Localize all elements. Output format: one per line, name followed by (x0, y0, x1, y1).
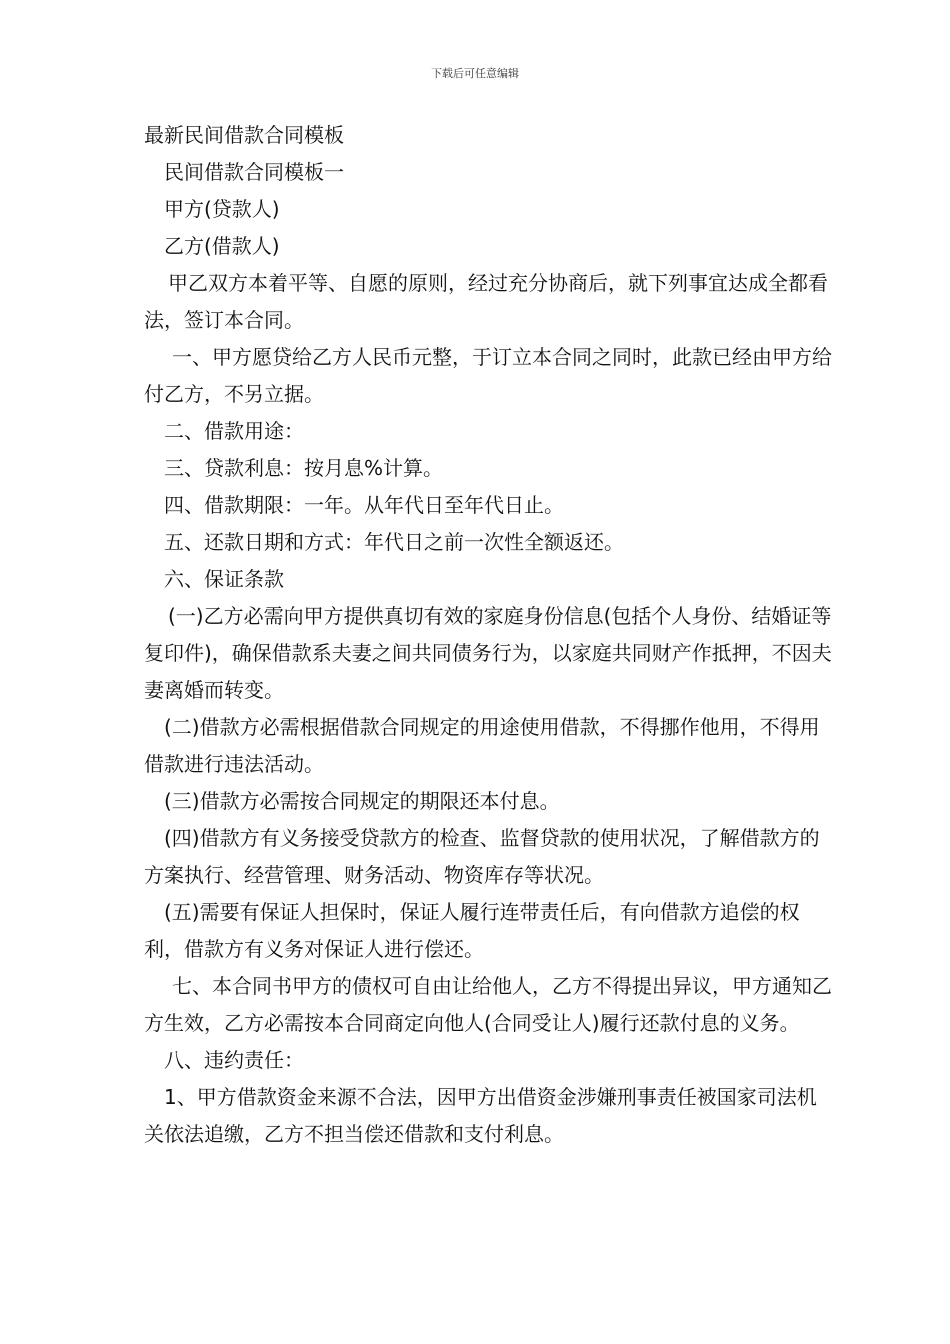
paragraph-party-a: 甲方(贷款人) (164, 197, 280, 221)
paragraph-clause-8: 八、违约责任： (164, 1048, 304, 1072)
paragraph-guarantee-1: (一)乙方必需向甲方提供真切有效的家庭身份信息(包括个人身份、结婚证等复印件)，确保借款系夫妻之间共同债务行为，以家庭共同财产作抵押，不因夫妻离婚而转变。 (144, 604, 832, 702)
paragraph-guarantee-5: (五)需要有保证人担保时，保证人履行连带责任后，有向借款方追偿的权利，借款方有义务对保证人进行偿还。 (144, 900, 800, 961)
paragraph-clause-5: 五、还款日期和方式：年代日之前一次性全额返还。 (164, 530, 624, 554)
paragraph-subtitle: 民间借款合同模板一 (164, 160, 344, 184)
paragraph-clause-4: 四、借款期限：一年。从年代日至年代日止。 (164, 493, 564, 517)
paragraph-clause-6: 六、保证条款 (164, 567, 284, 591)
paragraph-clause-3: 三、贷款利息：按月息%计算。 (164, 456, 444, 480)
paragraph-clause-2: 二、借款用途： (164, 419, 304, 443)
paragraph-party-b: 乙方(借款人) (164, 234, 280, 258)
paragraph-preamble: 甲乙双方本着平等、自愿的原则，经过充分协商后，就下列事宜达成全都看法，签订本合同。 (144, 271, 828, 332)
paragraph-guarantee-4: (四)借款方有义务接受贷款方的检查、监督贷款的使用状况，了解借款方的方案执行、经营管理、财务活动、物资库存等状况。 (144, 826, 820, 887)
paragraph-clause-7: 七、本合同书甲方的债权可自由让给他人，乙方不得提出异议，甲方通知乙方生效，乙方必需按本合同商定向他人(合同受让人)履行还款付息的义务。 (144, 974, 832, 1035)
paragraph-guarantee-3: (三)借款方必需按合同规定的期限还本付息。 (164, 789, 560, 813)
paragraph-guarantee-2: (二)借款方必需根据借款合同规定的用途使用借款，不得挪作他用，不得用借款进行违法活动。 (144, 715, 820, 776)
document-title: 最新民间借款合同模板 (144, 123, 344, 147)
paragraph-liability-1: 1、甲方借款资金来源不合法，因甲方出借资金涉嫌刑事责任被国家司法机关依法追缴，乙方不担当偿还借款和支付利息。 (144, 1085, 817, 1146)
paragraph-clause-1: 一、甲方愿贷给乙方人民币元整，于订立本合同之同时，此款已经由甲方给付乙方，不另立据。 (144, 345, 832, 406)
document-body (144, 117, 834, 1153)
page-header: 下载后可任意编辑 (431, 67, 519, 80)
